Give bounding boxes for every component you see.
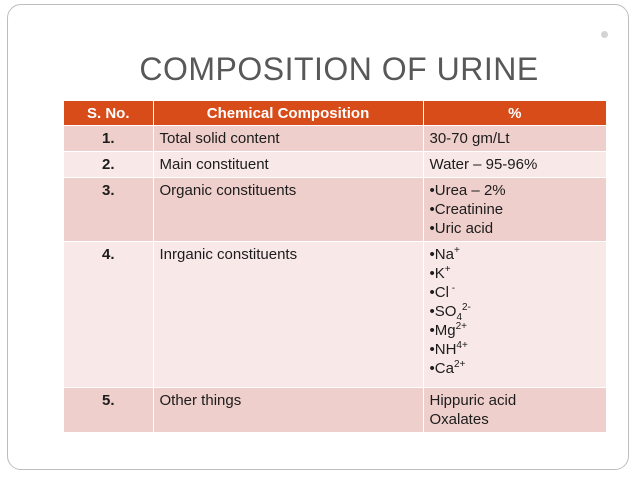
ion-item: $•NH^{4+}$ (429, 340, 468, 358)
row-composition: Main constituent (153, 152, 423, 178)
row-percent (423, 178, 606, 242)
table-header-row (64, 101, 606, 126)
ion-item: $•Ca^{2+}$ (429, 359, 466, 377)
percent-item: Hippuric acid (429, 392, 517, 409)
row-percent (423, 388, 606, 433)
composition-table (64, 101, 606, 432)
row-sno: 3. (64, 178, 153, 242)
percent-item: •Urea – 2% (429, 182, 506, 199)
row-percent: 30-70 gm/Lt (423, 126, 606, 152)
row-percent (423, 242, 606, 388)
ion-item: $•Mg^{2+}$ (429, 321, 467, 339)
row-sno: 2. (64, 152, 153, 178)
ion-item: •Na+ (429, 245, 460, 263)
row-composition: Inrganic constituents (153, 242, 423, 388)
percent-item: •Uric acid (429, 220, 494, 237)
row-composition: Organic constituents (153, 178, 423, 242)
row-sno: 4. (64, 242, 153, 388)
header-sno: S. No. (64, 101, 153, 126)
row-composition: Total solid content (153, 126, 423, 152)
table-row (64, 152, 606, 178)
ion-item: $•SO_4^{2-}$ (429, 302, 471, 323)
ion-item: •K+ (429, 264, 451, 282)
slide-title: COMPOSITION OF URINE (139, 51, 539, 87)
percent-item: Oxalates (429, 411, 489, 428)
table-row (64, 388, 606, 433)
percent-item: •Creatinine (429, 201, 504, 218)
row-sno: 5. (64, 388, 153, 433)
table-row (64, 242, 606, 388)
header-percent: % (423, 101, 606, 126)
row-percent: Water – 95-96% (423, 152, 606, 178)
decorative-dot (601, 31, 608, 38)
row-sno: 1. (64, 126, 153, 152)
table-row (64, 126, 606, 152)
header-composition: Chemical Composition (153, 101, 423, 126)
ion-item: •Cl - (429, 283, 456, 301)
table-row (64, 178, 606, 242)
row-composition: Other things (153, 388, 423, 433)
